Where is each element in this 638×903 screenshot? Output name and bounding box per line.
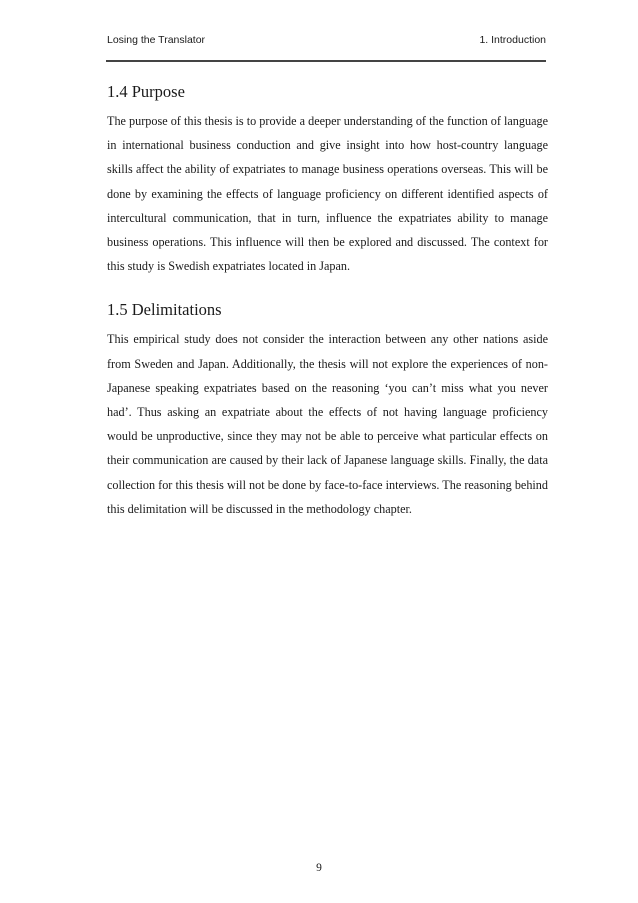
section-heading-delimitations: 1.5 Delimitations [107,300,222,320]
header-title: Losing the Translator [107,34,206,46]
page-number: 9 [316,862,322,874]
section-body-delimitations: This empirical study does not consider the interaction between any other nations aside from Sweden and Japan. Additionally, the thesis will not explore the experiences of non-Japanese speaking expatriates based on the reasoning ‘you can’t miss what you never had’. Thus asking an expatriate about the effects of not having language proficiency would be unproductive, since they may not be able to perceive what particular effects on their communication are caused by their lack of Japanese language skills. Finally, the data collection for this thesis will not be done by face-to-face interviews. The reasoning behind this delimitation will be discussed in the methodology chapter. [107,332,548,516]
section-body-purpose: The purpose of this thesis is to provide a deeper understanding of the function of language in international business conduction and give insight into how host-country language skills affect the ability of expatriates to manage business operations overseas. This will be done by examining the effects of language proficiency on different identified aspects of intercultural communication, that in turn, influence the expatriates ability to manage business operations. This influence will then be explored and discussed. The context for this study is Swedish expatriates located in Japan. [107,114,548,274]
running-header [107,34,546,50]
header-chapter: 1. Introduction [479,34,546,46]
page-content [107,80,548,521]
header-divider [106,60,546,62]
section-heading-purpose: 1.4 Purpose [107,82,185,101]
